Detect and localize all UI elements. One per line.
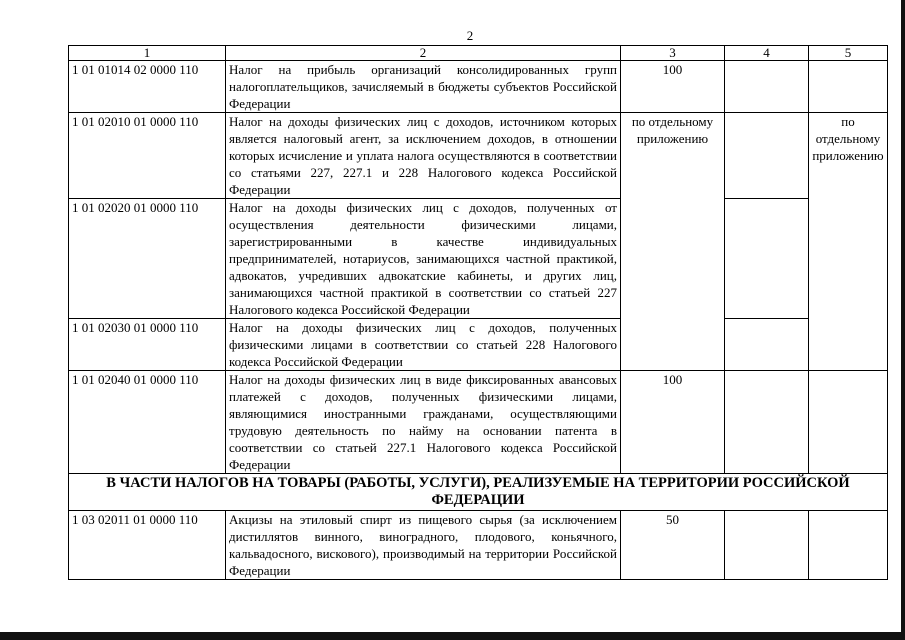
column-5-cell — [809, 371, 888, 474]
section-heading-row — [69, 474, 888, 511]
column-5-cell — [809, 319, 888, 371]
revenue-description: Налог на доходы физических лиц в виде фиксированных авансовых платежей с доходов, полученных физическими лицами, являющимися иностранными гражданами, осуществляющими трудовую деятельность по найму на основании патента в соответствии со статьей 227.1 Налогового кодекса Российской Федерации — [226, 371, 621, 474]
table-row — [69, 319, 888, 371]
revenue-description: Акцизы на этиловый спирт из пищевого сырья (за исключением дистиллятов винного, виноградного, плодового, коньячного, кальвадосного, вискового), производимый на территории Российской Федерации — [226, 511, 621, 580]
budget-classification-code: 1 01 02010 01 0000 110 — [69, 113, 226, 199]
column-5-cell — [809, 61, 888, 113]
column-4-cell — [725, 511, 809, 580]
column-4-cell — [725, 113, 809, 199]
column-3-cell — [621, 199, 725, 319]
column-4-cell — [725, 319, 809, 371]
column-4-cell — [725, 61, 809, 113]
budget-classification-code: 1 01 02030 01 0000 110 — [69, 319, 226, 371]
table-row — [69, 199, 888, 319]
federal-share-value: 50 — [621, 511, 725, 580]
budget-classification-code: 1 01 01014 02 0000 110 — [69, 61, 226, 113]
section-heading: В ЧАСТИ НАЛОГОВ НА ТОВАРЫ (РАБОТЫ, УСЛУГИ), РЕАЛИЗУЕМЫЕ НА ТЕРРИТОРИИ РОССИЙСКОЙ ФЕДЕРАЦИИ — [69, 474, 888, 511]
table-row — [69, 511, 888, 580]
column-5-cell — [809, 511, 888, 580]
column-header-5: 5 — [809, 46, 888, 61]
column-4-cell — [725, 371, 809, 474]
column-5-cell — [809, 199, 888, 319]
revenue-description: Налог на доходы физических лиц с доходов, источником которых является налоговый агент, за исключением доходов, в отношении которых исчисление и уплата налога осуществляются в соответствии со статьями 227, 227.1 и 228 Налогового кодекса Российской Федерации — [226, 113, 621, 199]
revenue-distribution-table — [68, 45, 888, 580]
column-4-cell — [725, 199, 809, 319]
column-3-cell — [621, 319, 725, 371]
column-header-2: 2 — [226, 46, 621, 61]
revenue-description: Налог на доходы физических лиц с доходов, полученных от осуществления деятельности физическими лицами, зарегистрированными в качестве индивидуальных предпринимателей, нотариусов, занимающихся частной практикой, адвокатов, учредивших адвокатские кабинеты, и других лиц, занимающихся частной практикой в соответствии со статьей 227 Налогового кодекса Российской Федерации — [226, 199, 621, 319]
column-header-1: 1 — [69, 46, 226, 61]
table-row — [69, 113, 888, 199]
budget-classification-code: 1 03 02011 01 0000 110 — [69, 511, 226, 580]
federal-share-value: 100 — [621, 61, 725, 113]
separate-appendix-note: по отдельному приложению — [621, 113, 725, 199]
scan-border-right — [901, 0, 905, 640]
table-row — [69, 61, 888, 113]
federal-share-value: 100 — [621, 371, 725, 474]
revenue-description: Налог на доходы физических лиц с доходов, полученных физическими лицами в соответствии со статьей 228 Налогового кодекса Российской Федерации — [226, 319, 621, 371]
table-row — [69, 371, 888, 474]
column-header-3: 3 — [621, 46, 725, 61]
column-header-4: 4 — [725, 46, 809, 61]
budget-classification-code: 1 01 02020 01 0000 110 — [69, 199, 226, 319]
scan-border-bottom — [0, 632, 905, 640]
column-number-row — [69, 46, 888, 61]
budget-classification-code: 1 01 02040 01 0000 110 — [69, 371, 226, 474]
page-number: 2 — [466, 28, 474, 43]
revenue-description: Налог на прибыль организаций консолидированных групп налогоплательщиков, зачисляемый в бюджеты субъектов Российской Федерации — [226, 61, 621, 113]
separate-appendix-note-col5: по отдельному приложению — [809, 113, 888, 199]
